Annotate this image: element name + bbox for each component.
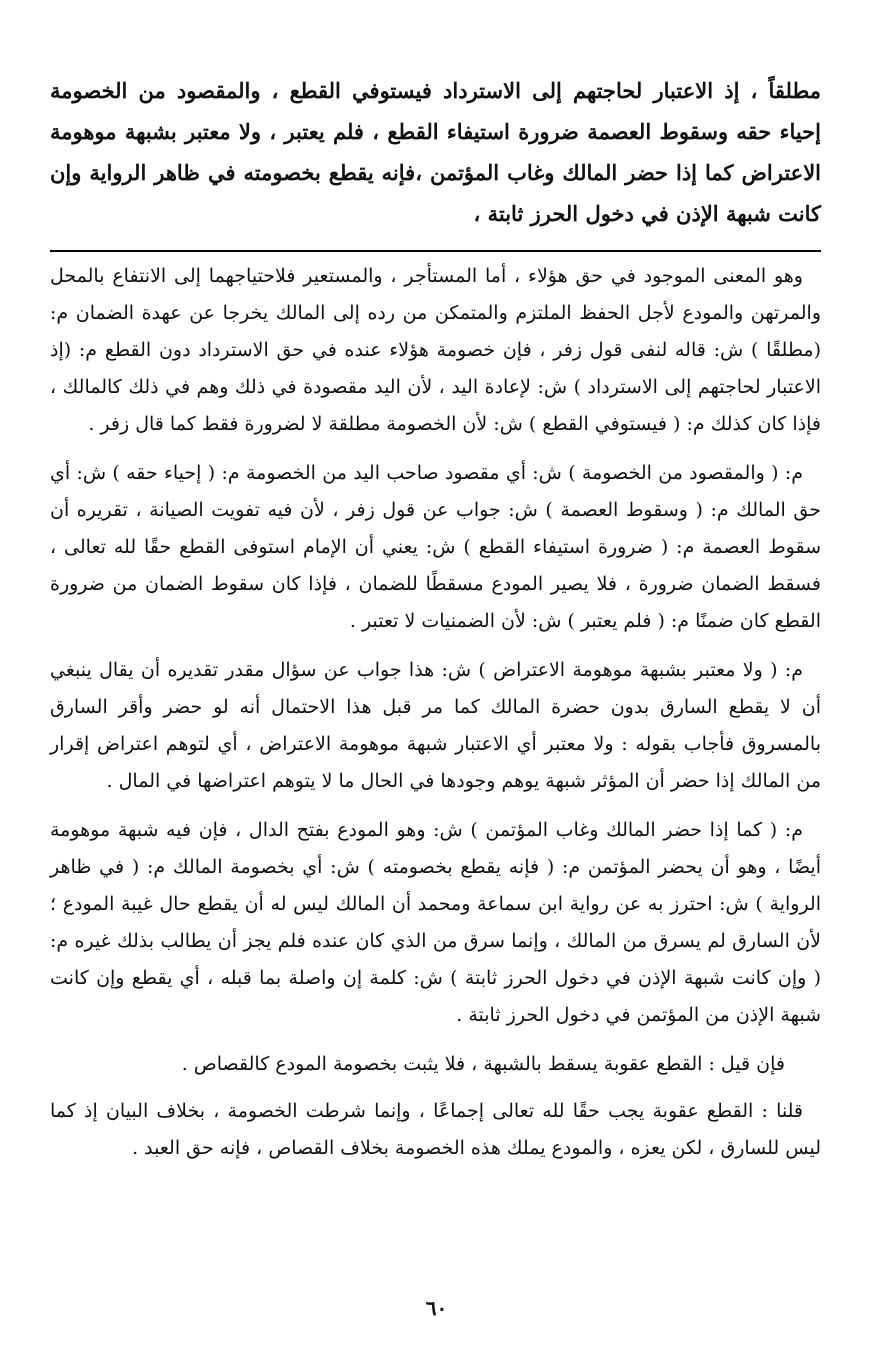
commentary-paragraph: م: ( والمقصود من الخصومة ) ش: أي مقصود صاحب اليد من الخصومة م: ( إحياء حقه ) ش: أي حق المالك م: ( وسقوط العصمة ) ش: جواب عن قول زفر ، لأن فيه تفويت الصيانة ، تقريره أن سقوط العصمة م: ( ضرورة استيفاء القطع ) ش: يعني أن الإمام استوفى القطع حقًا لله تعالى ، فسقط الضمان ضرورة ، فلا يصير المودع مسقطًا للضمان ، فإذا كان سقوط الضمان من ضرورة القطع كان ضمنًا م: ( فلم يعتبر ) ش: لأن الضمنيات لا تعتبر . xyxy=(50,462,821,632)
commentary-paragraph: م: ( كما إذا حضر المالك وغاب المؤتمن ) ش: وهو المودع بفتح الدال ، فإن فيه شبهة موهومة أيضًا ، وهو أن يحضر المؤتمن م: ( فإنه يقطع بخصومته ) ش: أي بخصومة المالك م: ( في ظاهر الرواية ) ش: احترز به عن رواية ابن سماعة ومحمد أن المالك ليس له أن يقطع حال غيبة المودع ؛ لأن السارق لم يسرق من المالك ، وإنما سرق من الذي كان عنده فلم يجز أن يطالب بذلك غيره م: ( وإن كانت شبهة الإذن في دخول الحرز ثابتة ) ش: كلمة إن واصلة بما قبله ، أي يقطع وإن كانت شبهة الإذن من المؤتمن في دخول الحرز ثابتة . xyxy=(50,819,821,1026)
commentary-paragraph: وهو المعنى الموجود في حق هؤلاء ، أما المستأجر ، والمستعير فلاحتياجهما إلى الانتفاع بالمحل والمرتهن والمودع لأجل الحفظ الملتزم والمتمكن من رده إلى المالك يخرجا عن عهدة الضمان م: (مطلقًا ) ش: قاله لنفى قول زفر ، فإن خصومة هؤلاء عنده في حق الاسترداد دون القطع م: (إذ الاعتبار لحاجتهم إلى الاسترداد ) ش: لإعادة اليد ، لأن اليد مقصودة في ذلك وهم في ذلك كالمالك ، فإذا كان كذلك م: ( فيستوفي القطع ) ش: لأن الخصومة مطلقة لا لضرورة فقط كما قال زفر . xyxy=(50,265,821,435)
question-paragraph: فإن قيل : القطع عقوبة يسقط بالشبهة ، فلا يثبت بخصومة المودع كالقصاص . xyxy=(181,1053,785,1075)
answer-paragraph: قلنا : القطع عقوبة يجب حقًا لله تعالى إجماعًا ، وإنما شرطت الخصومة ، بخلاف البيان إذ كما ليس للسارق ، لكن يعزه ، والمودع يملك هذه الخصومة بخلاف القصاص ، فإنه حق العبد . xyxy=(50,1100,821,1159)
commentary-section xyxy=(50,258,821,1179)
page-number: ٦٠ xyxy=(425,1296,448,1320)
separator-line xyxy=(50,250,821,252)
main-text: مطلقاً ، إذ الاعتبار لحاجتهم إلى الاسترداد فيستوفي القطع ، والمقصود من الخصومة إحياء حقه وسقوط العصمة ضرورة استيفاء القطع ، فلم يعتبر ، ولا معتبر بشبهة موهومة الاعتراض كما إذا حضر المالك وغاب المؤتمن ،فإنه يقطع بخصومته في ظاهر الرواية وإن كانت شبهة الإذن في دخول الحرز ثابتة ، xyxy=(50,78,821,226)
commentary-paragraph: م: ( ولا معتبر بشبهة موهومة الاعتراض ) ش: هذا جواب عن سؤال مقدر تقديره أن يقال ينبغي أن لا يقطع السارق بدون حضرة المالك كما مر قبل هذا الاحتمال أنه لو حضر وأقر السارق بالمسروق فأجاب بقوله : ولا معتبر أي الاعتبار شبهة موهومة الاعتراض ، أي لتوهم اعتراض إقرار من المالك إذا حضر أن المؤثر شبهة يوهم وجودها في الحال ما لا يتوهم اعتراضها في المال . xyxy=(50,659,821,792)
